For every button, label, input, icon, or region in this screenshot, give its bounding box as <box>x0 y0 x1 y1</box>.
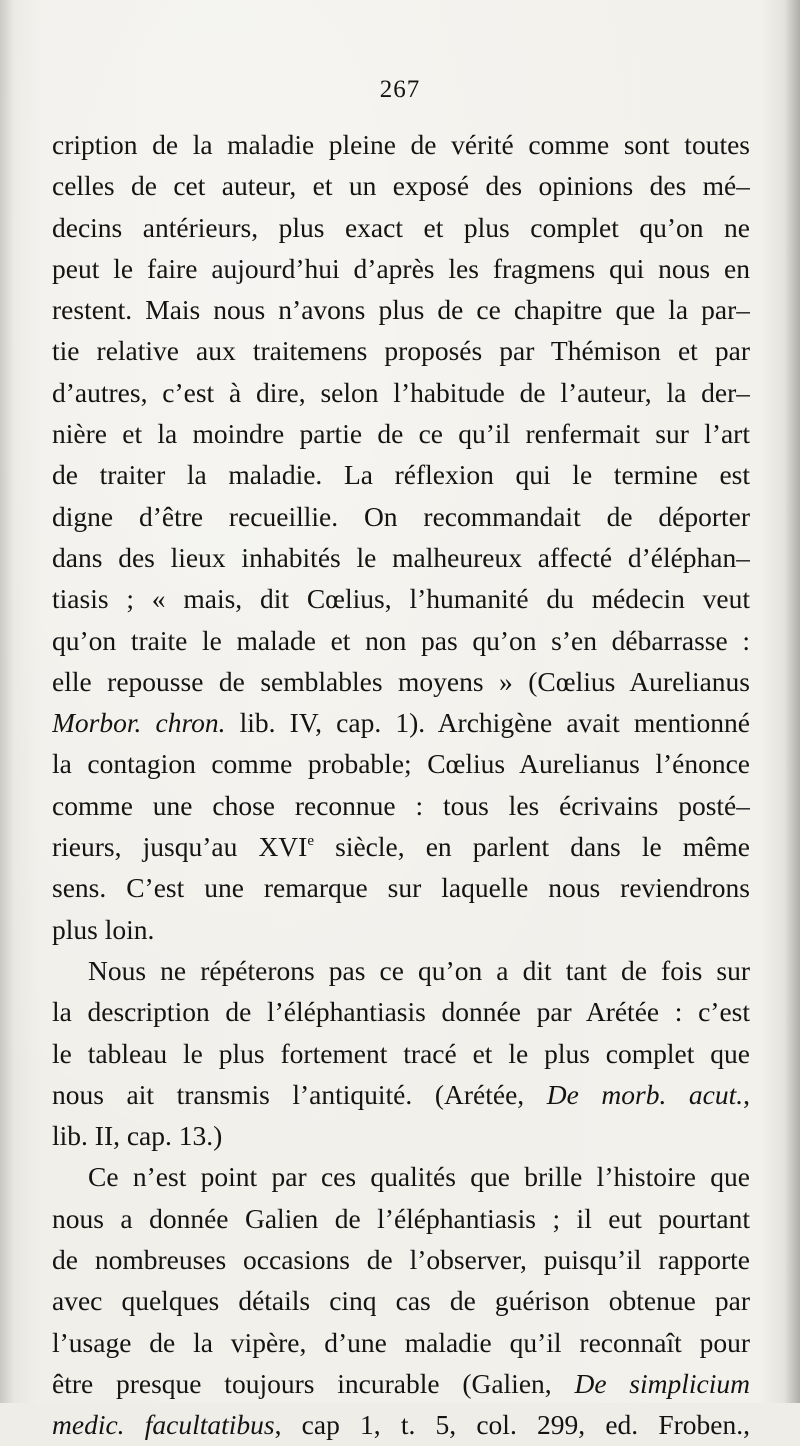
text-line <box>52 1115 750 1156</box>
text-line <box>52 785 750 826</box>
line-text: avec quelques détails cinq cas de guérison obtenue par <box>52 1285 750 1317</box>
line-text: sens. C’est une remarque sur laquelle nous reviendrons <box>52 872 750 904</box>
text-line <box>52 537 750 578</box>
text-line <box>52 413 750 454</box>
line-text: elle repousse de semblables moyens » (Cœlius Aurelianus <box>52 665 750 697</box>
line-text: restent. Mais nous n’avons plus de ce chapitre que la par– <box>52 294 750 326</box>
line-text: de traiter la maladie. La réflexion qui le termine est <box>52 459 750 491</box>
text-line <box>52 950 750 991</box>
line-text: lib. II, cap. 13.) <box>52 1120 223 1152</box>
page-right-edge-shadow <box>784 0 800 1403</box>
body-text <box>52 124 750 1446</box>
line-text: rieurs, jusqu’au XVI <box>52 831 308 863</box>
line-text: , cap 1, t. 5, col. 299, ed. Froben., <box>274 1409 750 1441</box>
line-text: Nous ne répéterons pas ce qu’on a dit tant de fois sur <box>88 954 750 986</box>
text-line <box>52 1198 750 1239</box>
line-text: être presque toujours incurable (Galien, <box>52 1367 575 1399</box>
line-text: siècle, en parlent dans le même <box>314 831 750 863</box>
text-line <box>52 248 750 289</box>
text-line <box>52 909 750 950</box>
text-line <box>52 1322 750 1363</box>
line-text: la description de l’éléphantiasis donnée par Arétée : c’est <box>52 996 750 1028</box>
text-line <box>52 454 750 495</box>
text-line <box>52 1074 750 1115</box>
text-line <box>52 743 750 784</box>
text-line <box>52 1033 750 1074</box>
line-text: nière et la moindre partie de ce qu’il renfermait sur l’art <box>52 418 750 450</box>
line-text: , <box>743 1078 750 1110</box>
line-text: cription de la maladie pleine de vérité comme sont toutes <box>52 129 750 160</box>
line-text: decins antérieurs, plus exact et plus complet qu’on ne <box>52 211 750 243</box>
page-left-edge-shadow <box>0 0 14 1403</box>
text-line <box>52 1280 750 1321</box>
line-text: d’autres, c’est à dire, selon l’habitude de l’auteur, la der– <box>52 376 750 408</box>
text-line <box>52 1239 750 1280</box>
text-line <box>52 867 750 908</box>
text-line <box>52 1156 750 1197</box>
text-line <box>52 207 750 248</box>
line-text: digne d’être recueillie. On recommandait de déporter <box>52 500 750 532</box>
text-line <box>52 330 750 371</box>
text-line <box>52 165 750 206</box>
line-text: la contagion comme probable; Cœlius Aurelianus l’énonce <box>52 748 750 780</box>
line-text: nous ait transmis l’antiquité. (Arétée, <box>52 1078 547 1110</box>
line-text: tiasis ; « mais, dit Cœlius, l’humanité du médecin veut <box>52 583 750 615</box>
page-number: 267 <box>379 76 421 103</box>
line-text: lib. IV, cap. 1). Archigène avait mentionné <box>225 707 750 739</box>
text-line <box>52 991 750 1032</box>
text-line <box>52 496 750 537</box>
text-line <box>52 1404 750 1445</box>
text-line <box>52 702 750 743</box>
italic-text: De morb. acut. <box>546 1078 744 1110</box>
line-text: peut le faire aujourd’hui d’après les fragmens qui nous en <box>52 252 750 284</box>
line-text: plus loin. <box>52 913 155 945</box>
text-line <box>52 372 750 413</box>
text-line <box>52 620 750 661</box>
line-text: Ce n’est point par ces qualités que brille l’histoire que <box>88 1161 750 1193</box>
italic-text: Morbor. chron. <box>52 707 226 739</box>
text-line <box>52 289 750 330</box>
italic-text: De simplicium <box>574 1367 750 1399</box>
line-text: dans des lieux inhabités le malheureux affecté d’éléphan– <box>52 541 750 573</box>
text-line <box>52 826 750 867</box>
line-text: celles de cet auteur, et un exposé des opinions des mé– <box>52 170 750 202</box>
line-text: tie relative aux traitemens proposés par Thémison et par <box>52 335 750 367</box>
line-text: qu’on traite le malade et non pas qu’on s’en débarrasse : <box>52 624 750 656</box>
italic-text: medic. facultatibus <box>52 1409 275 1441</box>
text-line <box>52 661 750 702</box>
superscript: e <box>307 833 314 850</box>
line-text: comme une chose reconnue : tous les écrivains posté– <box>52 789 750 821</box>
line-text: l’usage de la vipère, d’une maladie qu’il reconnaît pour <box>52 1326 750 1358</box>
text-line <box>52 578 750 619</box>
text-line <box>52 124 750 165</box>
line-text: nous a donnée Galien de l’éléphantiasis ; il eut pourtant <box>52 1202 750 1234</box>
line-text: de nombreuses occasions de l’observer, puisqu’il rapporte <box>52 1244 750 1276</box>
line-text: le tableau le plus fortement tracé et le plus complet que <box>52 1037 750 1069</box>
text-line <box>52 1363 750 1404</box>
